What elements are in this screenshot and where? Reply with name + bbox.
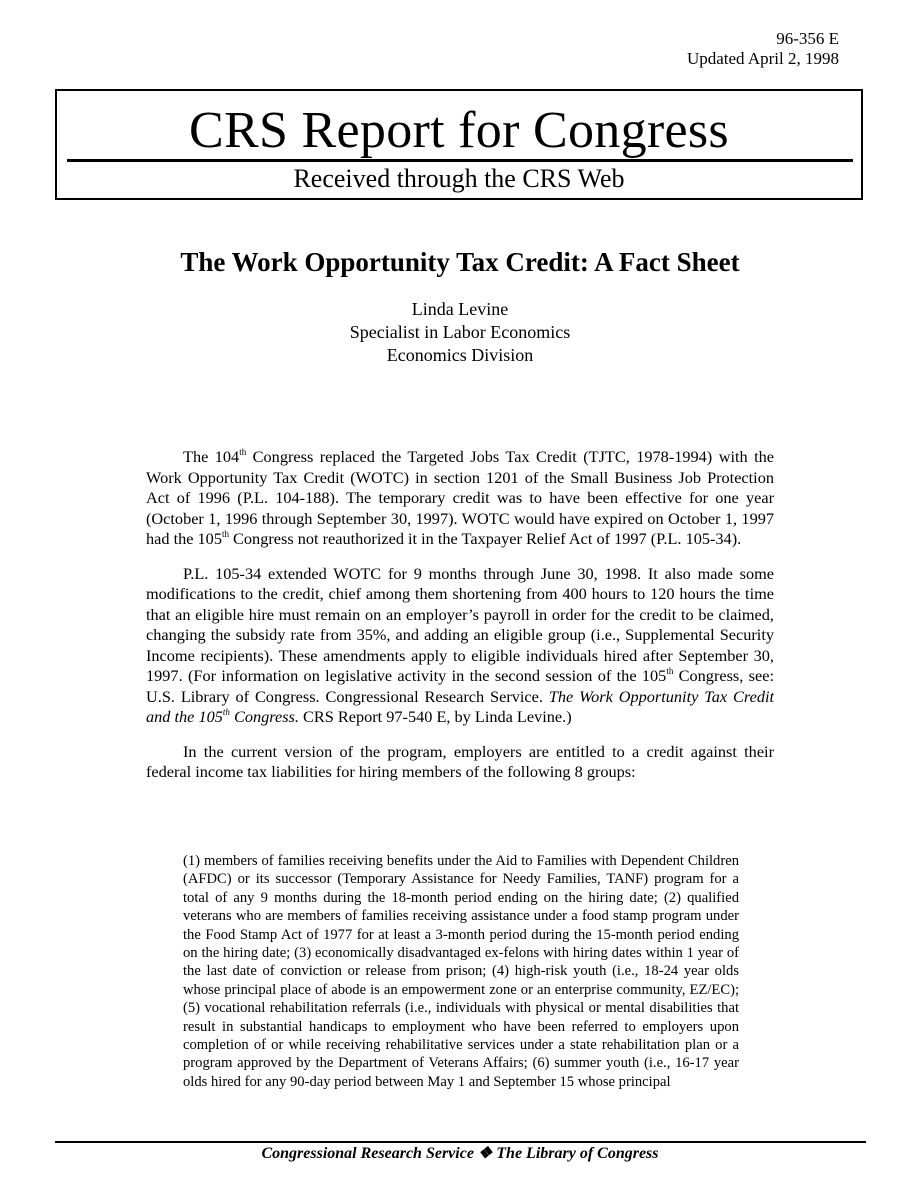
paragraph-1-text-c: Congress not reauthorized it in the Taxpayer Relief Act of 1997 (P.L. 105-34). (228, 529, 742, 548)
report-number: 96-356 E (776, 29, 839, 48)
banner-subtitle: Received through the CRS Web (293, 164, 625, 193)
cited-title-part-2: Congress. (229, 707, 299, 726)
paragraph-1 (146, 447, 774, 550)
paragraph-3: In the current version of the program, employers are entitled to a credit against their federal income tax liabilities for hiring members of the following 8 groups: (146, 741, 774, 781)
author-block (0, 298, 920, 367)
banner-title: CRS Report for Congress (189, 102, 729, 159)
eligible-groups-text: (1) members of families receiving benefits under the Aid to Families with Dependent Children (AFDC) or its successor (Temporary Assistance for Needy Families, TANF) program for a total of any 9 months during the 18-month period ending on the hiring date; (2) qualified veterans who are members of families receiving assistance under a food stamp program under the Food Stamp Act of 1977 for at least a 3-month period during the 15-month period ending on the hiring date; (3) economically disadvantaged ex-felons with hiring dates within 1 year of the last date of conviction or release from prison; (4) high-risk youth (i.e., 18-24 year olds whose principal place of abode is an empowerment zone or an enterprise community, EZ/EC); (5) vocational rehabilitation referrals (i.e., individuals with physical or mental disabilities that result in substantial handicaps to employment who have been referred to employers upon completion of or while receiving rehabilitative services under a state rehabilitation plan or a program approved by the Department of Veterans Affairs; (6) summer youth (i.e., 16-17 year olds hired for any 90-day period between May 1 and September 15 whose principal (183, 853, 739, 1090)
superscript: th (222, 707, 230, 717)
report-identifier (687, 29, 839, 69)
updated-date: Updated April 2, 1998 (686, 49, 839, 68)
crs-banner (55, 89, 863, 200)
cited-title-part-1: The Work Opportunity Tax Credit and the 105 (146, 686, 775, 726)
footer-rule (55, 1141, 866, 1143)
superscript: th (239, 447, 247, 457)
eligible-groups-quote (183, 852, 739, 1091)
superscript: th (666, 666, 674, 676)
author-name: Linda Levine (411, 299, 509, 319)
author-division: Economics Division (386, 345, 534, 365)
paragraph-1-text-b: Congress replaced the Targeted Jobs Tax Credit (TJTC, 1978-1994) with the Work Opportunity Tax Credit (WOTC) in section 1201 of the Small Business Job Protection Act of 1996 (P.L. 104-188). The temporary credit was to have been effective for one year (October 1, 1996 through September 30, 1997). WOTC would have expired on October 1, 1997 had the 105 (146, 447, 774, 548)
author-title: Specialist in Labor Economics (349, 322, 571, 342)
paragraph-1-text-a: The 104 (183, 447, 240, 466)
superscript: th (221, 529, 229, 539)
paragraph-2-text-a: P.L. 105-34 extended WOTC for 9 months through June 30, 1998. It also made some modifications to the credit, chief among them shortening from 400 hours to 120 hours the time that an eligible hire must remain on an employer’s payroll in order for the credit to be claimed, changing the subsidy rate from 35%, and adding an eligible group (i.e., Supplemental Security Income recipients). These amendments apply to eligible individuals hired after September 30, 1997. (For information on legislative activity in the second session of the 105 (146, 563, 774, 685)
paragraph-2 (146, 564, 774, 728)
paragraph-2-text-c: CRS Report 97-540 E, by Linda Levine.) (298, 707, 572, 726)
footer-text: Congressional Research Service ❖ The Library of Congress (261, 1145, 659, 1162)
banner-rule (67, 159, 853, 162)
document-title: The Work Opportunity Tax Credit: A Fact Sheet (180, 247, 740, 277)
paragraph-2-text-b: Congress, see: U.S. Library of Congress. Congressional Research Service. (146, 666, 774, 706)
body-text (146, 447, 774, 797)
